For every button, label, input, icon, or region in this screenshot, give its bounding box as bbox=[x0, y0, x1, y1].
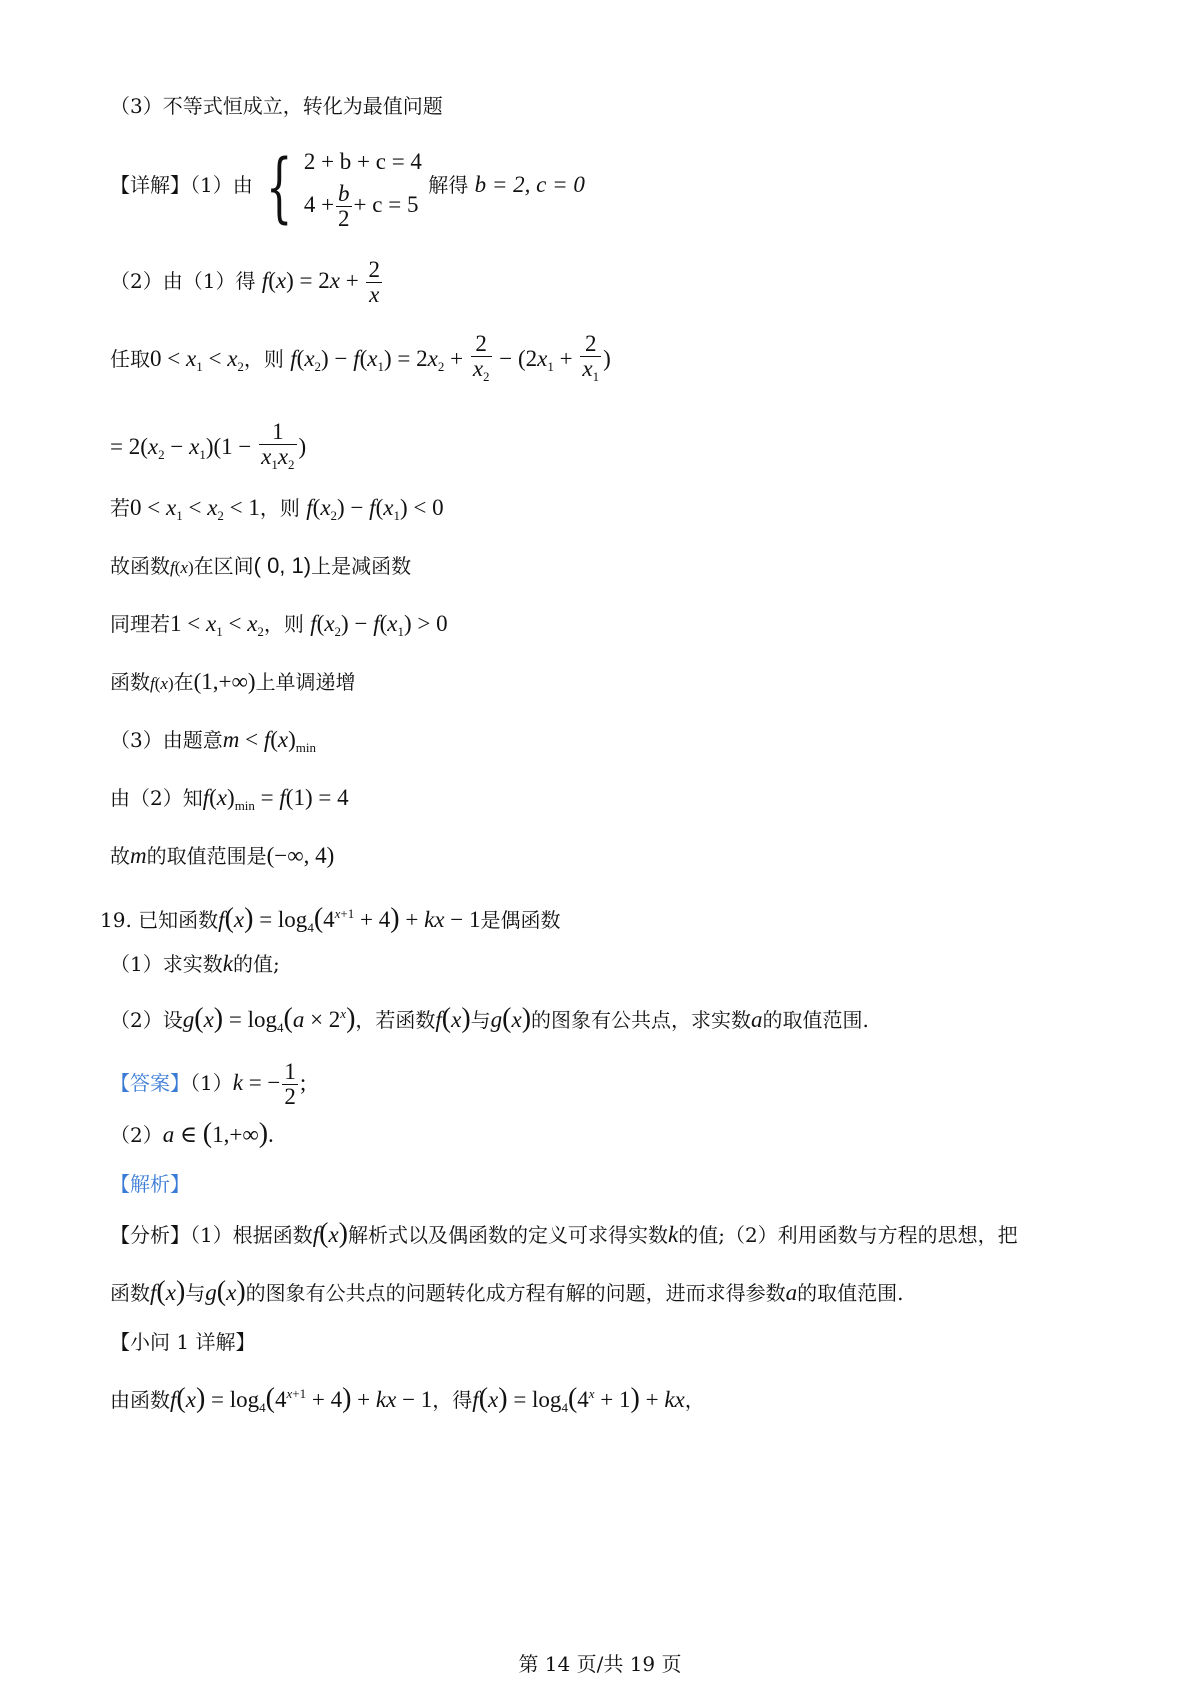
equation-2: 4 + $\frac{b}{2}$ + c = 5 bbox=[303, 181, 419, 231]
detail-label: 【详解】（1）由 bbox=[110, 173, 253, 197]
subquestion-1-header: 【小问 1 详解】 bbox=[110, 1330, 256, 1354]
min-value: $f(x)_{min} = f(1) = 4$ bbox=[202, 785, 349, 813]
line-part-3: （3）由题意$m < f(x)_{min}$ bbox=[110, 727, 317, 755]
gx-formula: $g(x) = \log_4(a \times 2^x)$ bbox=[182, 1003, 356, 1035]
analysis-line-2: 函数f(x)与g(x)的图象有公共点的问题转化成方程有解的问题，进而求得参数a的取值范围. bbox=[110, 1276, 904, 1307]
factored-formula: = $2(x_2 - x_1)(1$ − $\frac{1}{x_1x_2}$ ) bbox=[110, 419, 307, 472]
negative-result: $f(x_2) - f(x_1) < 0$ bbox=[306, 495, 444, 523]
solve-result: b = 2, c = 0 bbox=[474, 172, 585, 197]
line-detail-1 bbox=[110, 142, 585, 231]
line-if-01: 若$0 < x_1 < x_2 < 1$，则 $f(x_2) - f(x_1) < 0$ bbox=[110, 495, 444, 523]
line-pick: 任取$0 < x_1 < x_2$，则 $f(x_2) - f(x_1) = 2x_2$ + $\frac{2}{x_2}$ − ($2x_1$ + $\frac{2}{x_1}$ ) bbox=[110, 331, 611, 384]
analysis-line-1: 【分析】（1）根据函数f(x)解析式以及偶函数的定义可求得实数k的值;（2）利用函数与方程的思想，把 bbox=[110, 1218, 1018, 1249]
line-factor bbox=[110, 420, 306, 477]
question-19: 19. 已知函数$f(x) = \log_4(4^{x+1} + 4)$ + kx − 1是偶函数 bbox=[100, 903, 561, 935]
answer-tag: 【答案】 bbox=[110, 1070, 190, 1095]
m-range: (−∞, 4) bbox=[266, 843, 335, 868]
equation-1: 2 + b + c = 4 bbox=[303, 149, 422, 174]
k-answer: k = − $\frac{1}{2}$ ; bbox=[232, 1059, 307, 1109]
last-line: 由函数$f(x) = \log_4(4^{x+1} + 4)$ + kx − 1，得$f(x) = \log_4(4^x + 1)$ + kx， bbox=[110, 1383, 705, 1415]
line-similarly: 同理若$1 < x_1 < x_2$，则 $f(x_2) - f(x_1) > 0$ bbox=[110, 611, 448, 639]
q19-formula: $f(x) = \log_4(4^{x+1} + 4)$ + kx − 1 bbox=[218, 903, 481, 935]
fx-formula: f(x) = 2x + $\frac{2}{x}$ bbox=[261, 257, 380, 307]
equation-system bbox=[304, 142, 422, 231]
line-increasing: 函数f(x)在(1,+∞)上单调递增 bbox=[110, 669, 356, 694]
hint-text: （3）不等式恒成立，转化为最值问题 bbox=[110, 94, 443, 118]
pick-label: 任取 bbox=[110, 346, 150, 371]
question-19-1: （1）求实数k的值; bbox=[110, 951, 280, 976]
condition-1x: $1 < x_1 < x_2$ bbox=[170, 611, 264, 639]
interval-1-inf: (1,+∞) bbox=[193, 669, 256, 694]
a-answer: a ∈ (1,+∞). bbox=[162, 1118, 274, 1149]
analysis-tag: 【解析】 bbox=[110, 1172, 190, 1196]
answer-1: 【答案】（1）k = − $\frac{1}{2}$ ; bbox=[110, 1059, 307, 1109]
m-condition: $m < f(x)_{min}$ bbox=[222, 727, 317, 755]
difference-formula: $f(x_2) - f(x_1) = 2x_2$ + $\frac{2}{x_2}$ − ($2x_1$ + $\frac{2}{x_1}$ ) bbox=[290, 331, 611, 384]
line-hint-3 bbox=[110, 92, 443, 120]
system-brace: { bbox=[265, 141, 293, 231]
answer-2: （2）a ∈ (1,+∞). bbox=[110, 1118, 274, 1149]
interval-01: ( 0, 1) bbox=[253, 553, 312, 578]
line-range-m: 故m的取值范围是(−∞, 4) bbox=[110, 843, 335, 868]
solve-label: 解得 bbox=[428, 173, 469, 197]
part2-label: （2）由（1）得 bbox=[110, 268, 256, 293]
condition-01: $0 < x_1 < x_2 < 1$ bbox=[130, 495, 260, 523]
page-footer: 第 14 页/共 19 页 bbox=[518, 1652, 682, 1676]
line-min: 由（2）知$f(x)_{min} = f(1) = 4$ bbox=[110, 785, 349, 813]
positive-result: $f(x_2) - f(x_1) > 0$ bbox=[310, 611, 448, 639]
fx-inline: f(x) bbox=[170, 558, 194, 577]
line-decreasing: 故函数f(x)在区间( 0, 1)上是减函数 bbox=[110, 553, 412, 578]
pick-condition: $0 < x_1 < x_2$ bbox=[150, 345, 244, 374]
question-19-2: （2）设$g(x) = \log_4(a \times 2^x)$，若函数f(x)与g(x)的图象有公共点，求实数a的取值范围. bbox=[110, 1003, 869, 1035]
line-part-2 bbox=[110, 258, 384, 307]
